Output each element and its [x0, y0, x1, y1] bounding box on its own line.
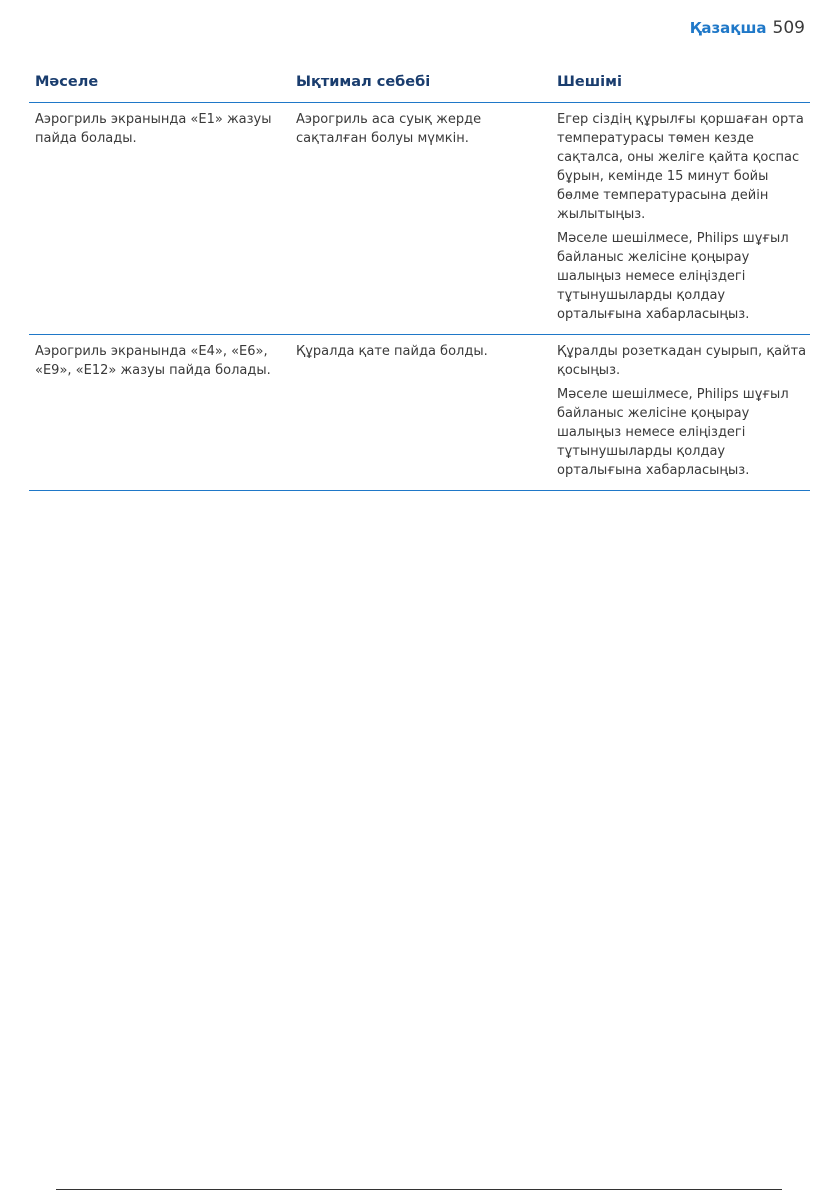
page-number: 509 [772, 18, 805, 38]
cause-cell [290, 342, 551, 480]
cause-cell [290, 110, 551, 324]
column-header-problem: Мәселе [35, 74, 99, 90]
problem-text: Аэрогриль экранында «E4», «E6», «E9», «E12» жазуы пайда болады. [35, 344, 271, 378]
solution-cell [551, 110, 810, 324]
language-label: Қазақша [689, 19, 767, 37]
table-header [29, 62, 810, 103]
footer-divider [56, 1189, 782, 1190]
troubleshooting-table [29, 62, 810, 491]
solution-paragraph: Мәселе шешілмесе, Philips шұғыл байланыс желісіне қоңырау шалыңыз немесе еліңіздегі тұтынушыларды қолдау орталығына хабарласыңыз. [557, 387, 789, 478]
solution-paragraph: Құралды розеткадан суырып, қайта қосыңыз. [557, 344, 807, 378]
column-header-solution: Шешімі [557, 74, 622, 90]
solution-paragraph: Егер сіздің құрылғы қоршаған орта температурасы төмен кезде сақталса, оны желіге қайта қоспас бұрын, кемінде 15 минут бойы бөлме температурасына дейін жылытыңыз. [557, 112, 804, 222]
problem-cell [29, 110, 290, 324]
table-row [29, 103, 810, 335]
problem-text: Аэрогриль экранында «E1» жазуы пайда болады. [35, 112, 272, 146]
cause-text: Аэрогриль аса суық жерде сақталған болуы мүмкін. [296, 112, 482, 146]
solution-paragraph: Мәселе шешілмесе, Philips шұғыл байланыс желісіне қоңырау шалыңыз немесе еліңіздегі тұтынушыларды қолдау орталығына хабарласыңыз. [557, 231, 789, 322]
table-row [29, 335, 810, 491]
problem-cell [29, 342, 290, 480]
cause-text: Құралда қате пайда болды. [296, 344, 488, 359]
solution-cell [551, 342, 810, 480]
page-header [690, 18, 805, 38]
column-header-cause: Ықтимал себебі [296, 74, 431, 90]
